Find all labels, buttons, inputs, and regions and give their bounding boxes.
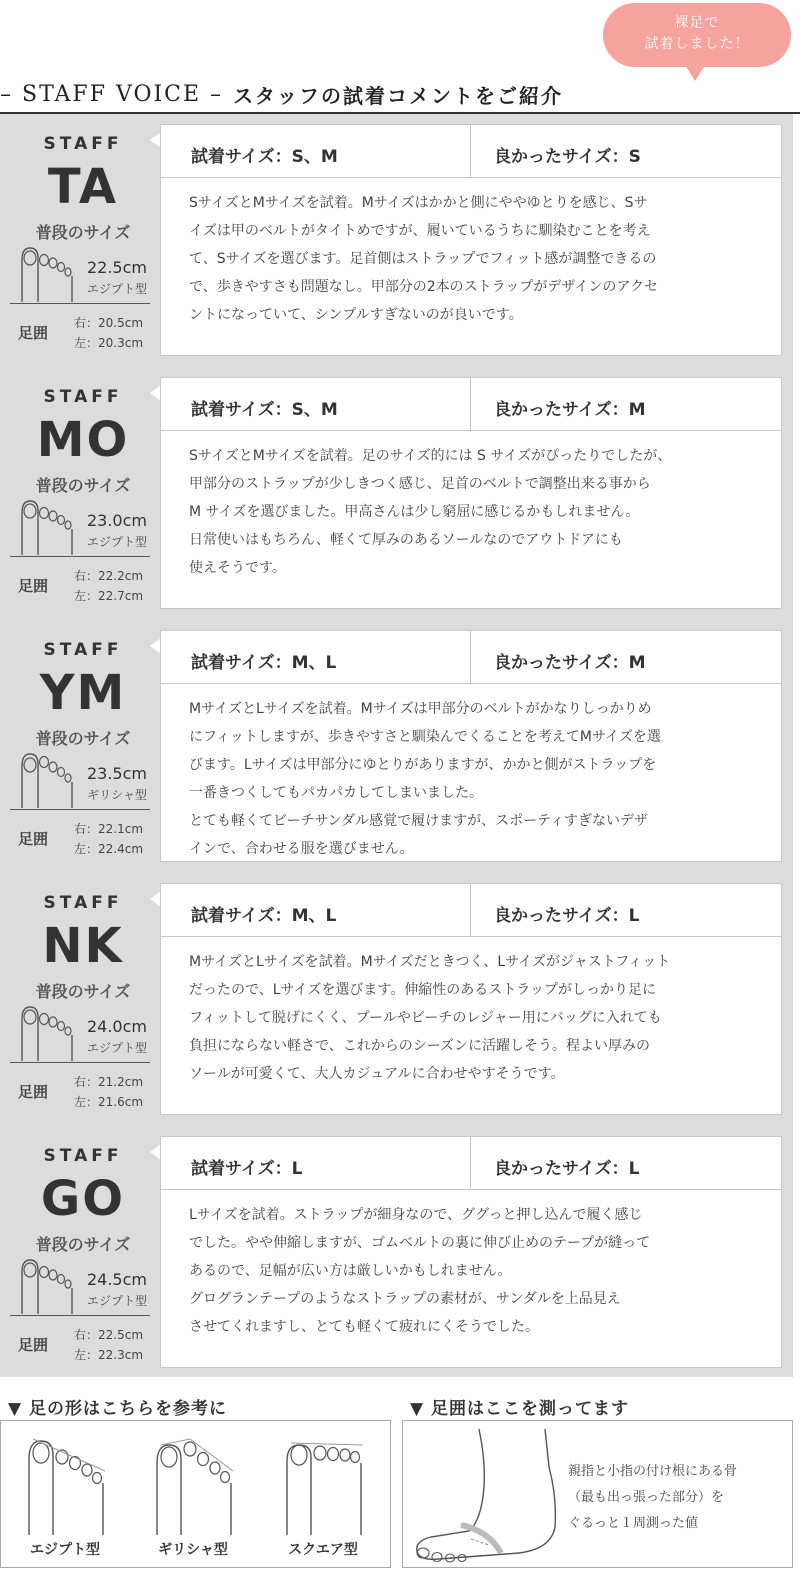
circumference-right: 右：22.2cm <box>74 569 144 583</box>
foot-type: ギリシャ型 <box>87 788 147 802</box>
foot-shape-title: ▼ 足の形はこちらを参考に <box>8 1399 227 1419</box>
circumference-left: 左：22.4cm <box>74 842 144 856</box>
normal-size-value: 23.5cm <box>86 764 147 783</box>
tried-size: 試着サイズ：L <box>191 1159 303 1179</box>
normal-size-label: 普段のサイズ <box>35 982 131 1001</box>
tried-size: 試着サイズ：S、M <box>191 400 338 420</box>
good-size: 良かったサイズ：M <box>494 400 646 420</box>
tried-size: 試着サイズ：M、L <box>191 906 337 926</box>
card-header <box>161 631 781 684</box>
normal-size-label: 普段のサイズ <box>35 729 131 748</box>
staff-initials: TA <box>47 159 119 215</box>
egyptian-foot-icon <box>19 1435 111 1535</box>
foot-icon <box>16 752 76 808</box>
circumference-right: 右：21.2cm <box>74 1075 144 1089</box>
header-divider <box>470 125 471 178</box>
foot-type: エジプト型 <box>86 282 147 296</box>
good-size: 良かったサイズ：L <box>494 906 640 926</box>
foot-shape-box <box>0 1420 391 1568</box>
comment-text: MサイズとLサイズを試着。Mサイズは甲部分のベルトがかなりしっかりめ にフィットしますが、歩きやすさと馴染んでくることを考えてMサイズを選 びます。Lサイズは甲部分にゆとりがありますが、かかと側がストラップを 一番きつくしてもパカパカしてしまいました。 とても軽くてビーチサンダル感覚で履けますが、スポーティすぎないデザ インで、合わせる服を選びません。 <box>189 701 661 857</box>
staff-row <box>0 620 793 873</box>
comment-card <box>160 630 782 862</box>
card-header <box>161 884 781 937</box>
divider <box>10 303 150 304</box>
measure-line-1: 親指と小指の付け根にある骨 <box>568 1464 738 1479</box>
circumference-left: 左：20.3cm <box>74 336 144 350</box>
normal-size-value: 23.0cm <box>86 511 147 530</box>
foot-type: エジプト型 <box>86 1294 147 1308</box>
header-divider <box>470 378 471 431</box>
staff-label: STAFF <box>43 1146 123 1166</box>
speech-bubble <box>603 3 791 67</box>
foot-icon <box>16 499 76 555</box>
card-header <box>161 125 781 178</box>
staff-initials: MO <box>36 412 130 468</box>
normal-size-label: 普段のサイズ <box>35 476 131 495</box>
normal-size-value: 22.5cm <box>86 258 147 277</box>
circumference-label: 足囲 <box>18 324 49 342</box>
staff-profile <box>8 1126 158 1379</box>
comment-text: SサイズとMサイズを試着。足のサイズ的には S サイズがぴったりでしたが、 甲部分のストラップが少しきつく感じ、足首のベルトで調整出来る事から M サイズを選びました。甲高さんは少し窮屈に感じるかもしれません。 日常使いはもちろん、軽くて厚みのあるソールなのでアウトドアにも 使えそうです。 <box>189 448 672 576</box>
normal-size-label: 普段のサイズ <box>35 223 131 242</box>
measure-line-2: （最も出っ張った部分）を <box>568 1490 725 1505</box>
staff-row <box>0 873 793 1126</box>
foot-side-icon <box>409 1427 559 1563</box>
measure-title: ▼ 足囲はここを測ってます <box>410 1399 629 1419</box>
comment-text: Lサイズを試着。ストラップが細身なので、ググっと押し込んで履く感じ でした。やや伸縮しますが、ゴムベルトの裏に伸び止めのテープが縫って あるので、足幅が広い方は厳しいかもしれません。 グログランテープのようなストラップの素材が、サンダルを上品見え させてくれますし、とても軽くて疲れにくそうでした。 <box>189 1207 651 1335</box>
foot-shape-label: ギリシャ型 <box>158 1542 228 1558</box>
foot-shape-label: エジプト型 <box>30 1542 100 1558</box>
divider <box>10 556 150 557</box>
staff-initials: YM <box>39 665 127 721</box>
header-divider <box>470 884 471 937</box>
measure-line-3: ぐるっと１周測った値 <box>568 1516 699 1531</box>
staff-profile <box>8 367 158 620</box>
tried-size: 試着サイズ：M、L <box>191 653 337 673</box>
circumference-left: 左：22.7cm <box>74 589 144 603</box>
header-divider <box>470 1137 471 1190</box>
staff-row <box>0 367 793 620</box>
foot-shape-greek <box>133 1421 253 1567</box>
normal-size-value: 24.5cm <box>86 1270 147 1289</box>
staff-row <box>0 1126 793 1379</box>
circumference-label: 足囲 <box>18 830 49 848</box>
circumference-label: 足囲 <box>18 1083 49 1101</box>
header-divider <box>470 631 471 684</box>
staff-label: STAFF <box>43 134 123 154</box>
good-size: 良かったサイズ：L <box>494 1159 640 1179</box>
foot-shape-square <box>263 1421 383 1567</box>
foot-shape-egyptian <box>5 1421 125 1567</box>
circumference-right: 右：20.5cm <box>74 316 144 330</box>
foot-icon <box>16 1005 76 1061</box>
comment-text: SサイズとMサイズを試着。Mサイズはかかと側にややゆとりを感じ、Sサ イズは甲のベルトがタイトめですが、履いているうちに馴染むことを考え て、Sサイズを選びます。足首側はストラップでフィット感が調整できるの で、歩きやすさも問題なし。甲部分の2本のストラップがデザインのアクセ ントになっていて、シンプルすぎないのが良いです。 <box>189 195 658 323</box>
section-header <box>0 76 800 114</box>
staff-profile <box>8 114 158 367</box>
foot-type: エジプト型 <box>86 535 147 549</box>
staff-label: STAFF <box>43 387 123 407</box>
staff-initials: NK <box>42 918 124 974</box>
staff-row <box>0 114 793 367</box>
tried-size: 試着サイズ：S、M <box>191 147 338 167</box>
foot-shape-label: スクエア型 <box>288 1542 358 1558</box>
comment-card <box>160 377 782 609</box>
circumference-right: 右：22.5cm <box>74 1328 144 1342</box>
staff-profile <box>8 620 158 873</box>
foot-icon <box>16 246 76 302</box>
staff-voice-panel <box>0 114 793 1377</box>
divider <box>10 1062 150 1063</box>
card-header <box>161 1137 781 1190</box>
normal-size-label: 普段のサイズ <box>35 1235 131 1254</box>
circumference-left: 左：21.6cm <box>74 1095 144 1109</box>
staff-label: STAFF <box>43 640 123 660</box>
measure-description <box>568 1459 793 1537</box>
good-size: 良かったサイズ：M <box>494 653 646 673</box>
foot-type: エジプト型 <box>86 1041 147 1055</box>
divider <box>10 1315 150 1316</box>
circumference-label: 足囲 <box>18 1336 49 1354</box>
comment-text: MサイズとLサイズを試着。Mサイズだときつく、Lサイズがジャストフィット だったので、Lサイズを選びます。伸縮性のあるストラップがしっかり足に フィットして脱げにくく、プールやビーチのレジャー用にバッグに入れても 負担にならない軽さで、これからのシーズンに活躍しそう。程よい厚みの ソールが可愛くて、大人カジュアルに合わせやすそうです。 <box>189 954 671 1082</box>
bubble-line-2: 試着しました！ <box>644 36 750 52</box>
circumference-left: 左：22.3cm <box>74 1348 144 1362</box>
header-japanese-title: スタッフの試着コメントをご紹介 <box>233 83 564 108</box>
normal-size-value: 24.0cm <box>86 1017 147 1036</box>
header-english-title: – STAFF VOICE – <box>0 81 224 107</box>
staff-label: STAFF <box>43 893 123 913</box>
card-header <box>161 378 781 431</box>
square-foot-icon <box>277 1435 369 1535</box>
greek-foot-icon <box>147 1435 239 1535</box>
circumference-label: 足囲 <box>18 577 49 595</box>
foot-icon <box>16 1258 76 1314</box>
comment-card <box>160 1136 782 1368</box>
bubble-line-1: 裸足で <box>674 15 720 31</box>
divider <box>10 809 150 810</box>
measure-box <box>402 1420 793 1568</box>
staff-initials: GO <box>40 1171 126 1227</box>
comment-card <box>160 124 782 356</box>
comment-card <box>160 883 782 1115</box>
good-size: 良かったサイズ：S <box>494 147 641 167</box>
circumference-right: 右：22.1cm <box>74 822 144 836</box>
staff-profile <box>8 873 158 1126</box>
